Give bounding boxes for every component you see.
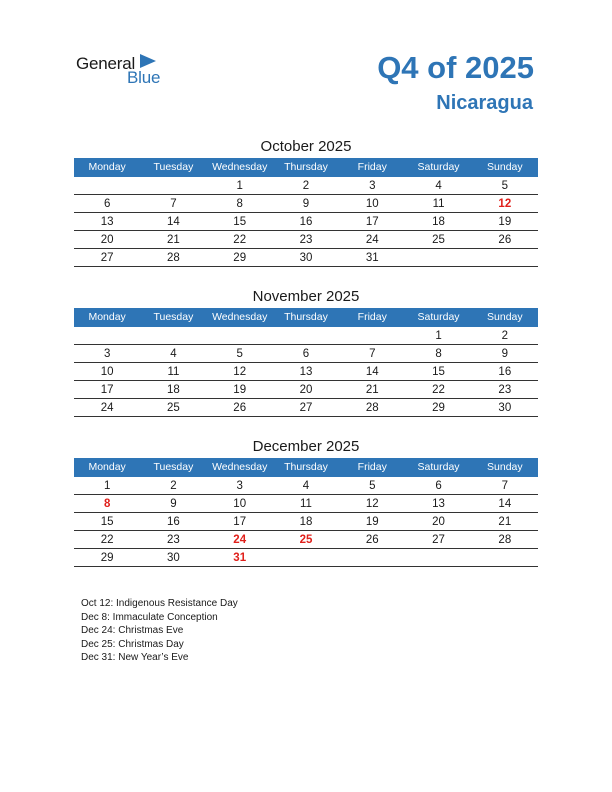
weekday-header: Monday — [88, 461, 126, 473]
day-cell: 23 — [498, 384, 512, 396]
day-cell — [273, 549, 339, 566]
day-cell: 21 — [365, 384, 379, 396]
day-cell: 10 — [365, 198, 379, 210]
day-cell: 23 — [167, 534, 180, 546]
day-cell: 27 — [299, 402, 313, 414]
week-row — [74, 327, 538, 345]
day-cell: 2 — [501, 330, 509, 342]
day-cell: 19 — [365, 516, 379, 528]
month-title: November 2025 — [252, 288, 360, 305]
day-cell — [273, 327, 339, 344]
weekday-header: Friday — [357, 311, 387, 323]
week-row — [74, 213, 538, 231]
day-cell: 30 — [299, 252, 313, 264]
holiday-day-cell: 25 — [299, 534, 313, 546]
country-name: Nicaragua — [436, 92, 533, 114]
day-cell: 6 — [302, 348, 310, 360]
weekday-header: Thursday — [284, 461, 328, 473]
day-cell: 1 — [103, 480, 111, 492]
day-cell: 14 — [365, 366, 379, 378]
weekday-header: Thursday — [284, 161, 328, 173]
day-cell: 28 — [498, 534, 512, 546]
month-november — [74, 286, 538, 417]
day-cell: 8 — [236, 198, 243, 210]
day-cell: 24 — [100, 402, 114, 414]
holiday-day-cell: 8 — [103, 498, 111, 510]
week-row — [74, 495, 538, 513]
weekday-header: Thursday — [284, 311, 328, 323]
day-cell: 19 — [498, 216, 512, 228]
weekday-header: Tuesday — [153, 161, 194, 173]
day-cell: 23 — [299, 234, 313, 246]
day-cell: 11 — [167, 366, 180, 378]
weekday-header: Tuesday — [153, 311, 194, 323]
month-title: December 2025 — [252, 438, 360, 455]
day-cell: 14 — [167, 216, 180, 228]
day-cell: 27 — [100, 252, 114, 264]
week-row — [74, 381, 538, 399]
day-cell: 25 — [167, 402, 180, 414]
day-cell: 18 — [432, 216, 445, 228]
day-cell: 6 — [435, 480, 442, 492]
day-cell: 9 — [170, 498, 177, 510]
month-title: October 2025 — [260, 138, 352, 155]
day-cell — [472, 249, 538, 266]
weekday-header: Wednesday — [212, 161, 268, 173]
day-cell: 7 — [501, 480, 509, 492]
day-cell: 12 — [365, 498, 379, 510]
day-cell: 18 — [299, 516, 313, 528]
day-cell: 26 — [365, 534, 379, 546]
day-cell: 14 — [498, 498, 512, 510]
day-cell: 17 — [100, 384, 114, 396]
holiday-list — [81, 597, 238, 665]
day-cell: 12 — [233, 366, 247, 378]
logo — [76, 52, 176, 88]
weekday-header-row — [74, 308, 538, 327]
day-cell: 22 — [432, 384, 445, 396]
weekday-header: Saturday — [417, 461, 460, 473]
holiday-day-cell: 24 — [233, 534, 247, 546]
day-cell — [339, 549, 405, 566]
day-cell: 16 — [299, 216, 313, 228]
day-cell: 1 — [236, 180, 243, 192]
day-cell: 13 — [299, 366, 313, 378]
day-cell: 11 — [432, 198, 445, 210]
day-cell: 11 — [300, 498, 312, 510]
day-cell: 31 — [365, 252, 379, 264]
logo-text-general: General — [76, 54, 136, 73]
day-cell: 28 — [365, 402, 379, 414]
day-cell: 22 — [233, 234, 247, 246]
day-cell: 21 — [167, 234, 180, 246]
week-row — [74, 231, 538, 249]
weekday-header-row — [74, 458, 538, 477]
day-cell: 22 — [100, 534, 114, 546]
day-cell: 2 — [170, 480, 177, 492]
week-row — [74, 177, 538, 195]
day-cell — [405, 249, 471, 266]
day-cell: 4 — [170, 348, 177, 360]
month-december — [74, 436, 538, 567]
day-cell: 6 — [103, 198, 111, 210]
week-row — [74, 477, 538, 495]
week-row — [74, 513, 538, 531]
day-cell: 18 — [167, 384, 180, 396]
day-cell: 13 — [432, 498, 445, 510]
day-cell: 26 — [233, 402, 247, 414]
holiday-day-cell: 31 — [233, 552, 247, 564]
day-cell: 4 — [302, 480, 310, 492]
day-cell: 30 — [498, 402, 512, 414]
day-cell: 26 — [498, 234, 512, 246]
day-cell: 3 — [103, 348, 111, 360]
day-cell: 17 — [233, 516, 247, 528]
logo-text-blue: Blue — [127, 68, 161, 87]
weekday-header: Friday — [357, 161, 387, 173]
week-row — [74, 345, 538, 363]
day-cell: 24 — [365, 234, 379, 246]
day-cell: 20 — [100, 234, 114, 246]
page-title: Q4 of 2025 — [377, 50, 534, 85]
day-cell: 27 — [432, 534, 445, 546]
day-cell — [472, 549, 538, 566]
day-cell: 17 — [365, 216, 379, 228]
day-cell — [140, 177, 206, 194]
day-cell: 29 — [432, 402, 445, 414]
weekday-header: Friday — [357, 461, 387, 473]
week-row — [74, 549, 538, 567]
day-cell — [74, 327, 140, 344]
day-cell: 19 — [233, 384, 247, 396]
day-cell: 20 — [299, 384, 313, 396]
weekday-header: Sunday — [487, 161, 523, 173]
day-cell: 7 — [369, 348, 376, 360]
week-row — [74, 249, 538, 267]
weekday-header: Monday — [88, 311, 126, 323]
weekday-header: Monday — [88, 161, 126, 173]
day-cell: 5 — [236, 348, 243, 360]
holiday-list-item: Dec 31: New Year’s Eve — [81, 652, 189, 663]
week-row — [74, 363, 538, 381]
day-cell: 15 — [432, 366, 445, 378]
holiday-list-item: Dec 25: Christmas Day — [81, 638, 184, 650]
day-cell: 2 — [302, 180, 310, 192]
day-cell: 5 — [369, 480, 376, 492]
month-october — [74, 136, 538, 267]
day-cell: 9 — [302, 198, 310, 210]
week-row — [74, 399, 538, 417]
weekday-header: Saturday — [417, 161, 460, 173]
day-cell — [140, 327, 206, 344]
weekday-header: Sunday — [487, 461, 523, 473]
weekday-header: Saturday — [417, 311, 460, 323]
weekday-header: Tuesday — [153, 461, 194, 473]
day-cell: 8 — [435, 348, 442, 360]
week-row — [74, 195, 538, 213]
day-cell: 28 — [167, 252, 180, 264]
logo-triangle-icon — [140, 54, 156, 68]
day-cell: 3 — [369, 180, 376, 192]
day-cell: 1 — [435, 330, 442, 342]
day-cell: 20 — [432, 516, 445, 528]
week-row — [74, 531, 538, 549]
weekday-header-row — [74, 158, 538, 177]
day-cell: 10 — [233, 498, 247, 510]
day-cell — [74, 177, 140, 194]
day-cell: 9 — [501, 348, 509, 360]
day-cell: 30 — [167, 552, 180, 564]
day-cell: 13 — [100, 216, 114, 228]
holiday-list-item: Dec 8: Immaculate Conception — [81, 611, 218, 623]
day-cell — [207, 327, 273, 344]
day-cell — [405, 549, 471, 566]
day-cell: 21 — [498, 516, 512, 528]
day-cell: 16 — [498, 366, 512, 378]
weekday-header: Wednesday — [212, 311, 268, 323]
day-cell — [339, 327, 405, 344]
day-cell: 25 — [432, 234, 445, 246]
day-cell: 10 — [100, 366, 114, 378]
day-cell: 15 — [100, 516, 114, 528]
day-cell: 16 — [167, 516, 180, 528]
day-cell: 3 — [236, 480, 243, 492]
holiday-list-item: Oct 12: Indigenous Resistance Day — [81, 598, 238, 609]
holiday-list-item: Dec 24: Christmas Eve — [81, 625, 184, 636]
day-cell: 29 — [233, 252, 247, 264]
day-cell: 15 — [233, 216, 247, 228]
day-cell: 29 — [100, 552, 114, 564]
day-cell: 5 — [501, 180, 509, 192]
holiday-day-cell: 12 — [498, 198, 512, 210]
weekday-header: Sunday — [487, 311, 523, 323]
day-cell: 7 — [170, 198, 177, 210]
day-cell: 4 — [435, 180, 442, 192]
weekday-header: Wednesday — [212, 461, 268, 473]
